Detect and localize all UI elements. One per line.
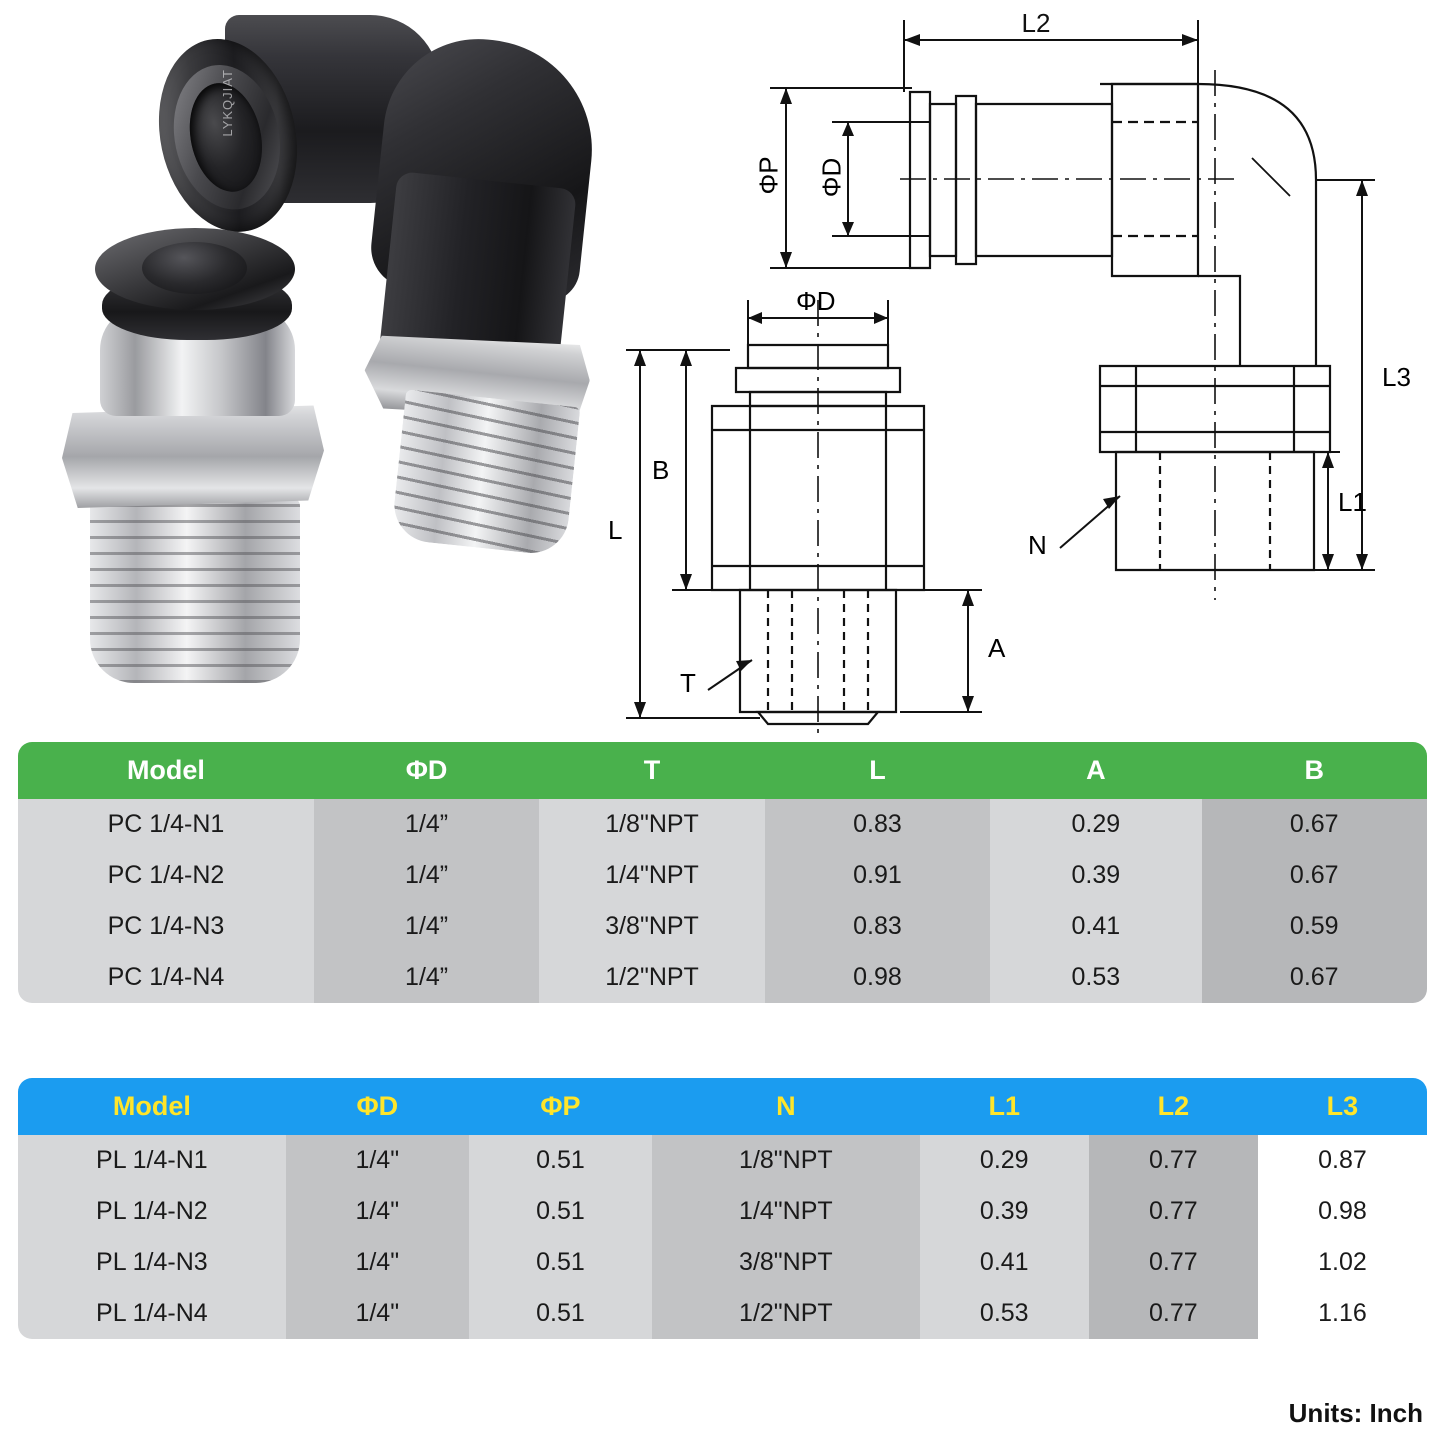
label-L1: L1 — [1338, 487, 1367, 517]
cell-l3: 0.98 — [1318, 1197, 1367, 1225]
straight-npt-thread — [90, 498, 300, 683]
cell-l2: 0.77 — [1089, 1186, 1258, 1237]
cell-n: 3/8"NPT — [652, 1237, 920, 1288]
pl-col-n: N — [776, 1091, 796, 1121]
technical-drawings — [600, 0, 1445, 735]
cell-l: 0.83 — [765, 901, 990, 952]
cell-model: PC 1/4-N4 — [18, 952, 314, 1003]
pc-col-l: L — [869, 755, 886, 785]
cell-l3: 1.16 — [1318, 1299, 1367, 1327]
pc-col-phid: ΦD — [405, 755, 448, 785]
table-row — [18, 799, 1427, 850]
pl-col-l3: L3 — [1326, 1091, 1359, 1121]
pc-col-b: B — [1304, 755, 1325, 785]
pc-col-a: A — [1086, 755, 1106, 785]
product-photo — [20, 0, 600, 730]
cell-phid: 1/4" — [286, 1186, 469, 1237]
cell-model: PC 1/4-N1 — [18, 799, 314, 850]
dim-L1 — [1314, 452, 1340, 570]
cell-a: 0.39 — [990, 850, 1201, 901]
label-N: N — [1028, 530, 1047, 560]
straight-fitting-photo — [40, 228, 340, 688]
dim-B — [672, 350, 730, 590]
cell-b: 0.59 — [1202, 901, 1427, 952]
cell-t: 1/4"NPT — [539, 850, 764, 901]
pl-series-table — [18, 1078, 1427, 1339]
leader-N — [1060, 496, 1120, 548]
pl-col-phip: ΦP — [540, 1091, 581, 1121]
cell-t: 3/8"NPT — [539, 901, 764, 952]
cell-n: 1/2"NPT — [652, 1288, 920, 1339]
leader-T — [708, 660, 752, 690]
cell-l1: 0.29 — [920, 1135, 1089, 1186]
cell-model: PC 1/4-N2 — [18, 850, 314, 901]
pc-table — [18, 742, 1427, 1003]
cell-model: PL 1/4-N3 — [18, 1237, 286, 1288]
cell-l: 0.98 — [765, 952, 990, 1003]
table-row — [18, 952, 1427, 1003]
label-PhiD-top: ΦD — [816, 157, 847, 198]
cell-b: 0.67 — [1202, 799, 1427, 850]
label-L2: L2 — [1021, 8, 1051, 38]
pl-table — [18, 1078, 1427, 1339]
cell-l1: 0.39 — [920, 1186, 1089, 1237]
pl-table-header-row — [18, 1078, 1427, 1135]
pc-col-t: T — [643, 755, 661, 785]
cell-phip: 0.51 — [469, 1237, 652, 1288]
label-B: B — [652, 455, 670, 485]
cell-model: PL 1/4-N2 — [18, 1186, 286, 1237]
label-L: L — [608, 515, 623, 545]
pl-col-phid: ΦD — [356, 1091, 399, 1121]
cell-a: 0.29 — [990, 799, 1201, 850]
table-row — [18, 1288, 1427, 1339]
cell-l3: 0.87 — [1318, 1146, 1367, 1174]
drawing-svg — [600, 0, 1445, 735]
table-row — [18, 1186, 1427, 1237]
table-row — [18, 901, 1427, 952]
dim-A — [900, 590, 982, 712]
cell-phid: 1/4” — [314, 901, 539, 952]
label-PhiP: ΦP — [753, 156, 784, 195]
label-L3: L3 — [1382, 362, 1411, 392]
pc-col-model: Model — [126, 755, 205, 785]
cell-n: 1/8"NPT — [652, 1135, 920, 1186]
label-PhiD-straight: ΦD — [796, 286, 836, 316]
cell-phip: 0.51 — [469, 1135, 652, 1186]
cell-l2: 0.77 — [1089, 1135, 1258, 1186]
cell-model: PC 1/4-N3 — [18, 901, 314, 952]
cell-l2: 0.77 — [1089, 1288, 1258, 1339]
brand-label: LYKQJIAT — [219, 69, 235, 137]
cell-l: 0.83 — [765, 799, 990, 850]
cell-t: 1/2"NPT — [539, 952, 764, 1003]
cell-t: 1/8"NPT — [539, 799, 764, 850]
cell-phid: 1/4” — [314, 952, 539, 1003]
cell-l: 0.91 — [765, 850, 990, 901]
cell-a: 0.53 — [990, 952, 1201, 1003]
cell-a: 0.41 — [990, 901, 1201, 952]
pl-col-l1: L1 — [988, 1091, 1021, 1121]
cell-b: 0.67 — [1202, 850, 1427, 901]
pl-col-model: Model — [112, 1091, 191, 1121]
label-A: A — [988, 633, 1006, 663]
table-row — [18, 1237, 1427, 1288]
straight-bore — [142, 242, 247, 294]
cell-l1: 0.53 — [920, 1288, 1089, 1339]
units-note: Units: Inch — [1288, 1398, 1423, 1428]
table-row — [18, 1135, 1427, 1186]
cell-l3: 1.02 — [1318, 1248, 1367, 1276]
cell-l2: 0.77 — [1089, 1237, 1258, 1288]
cell-phip: 0.51 — [469, 1288, 652, 1339]
pc-series-table — [18, 742, 1427, 1003]
cell-model: PL 1/4-N4 — [18, 1288, 286, 1339]
table-row — [18, 850, 1427, 901]
elbow-npt-thread — [391, 389, 581, 556]
cell-phid: 1/4” — [314, 850, 539, 901]
elbow-push-in-port — [142, 6, 409, 249]
cell-b: 0.67 — [1202, 952, 1427, 1003]
cell-n: 1/4"NPT — [652, 1186, 920, 1237]
cell-model: PL 1/4-N1 — [18, 1135, 286, 1186]
cell-phid: 1/4" — [286, 1135, 469, 1186]
pc-table-header-row — [18, 742, 1427, 799]
cell-l1: 0.41 — [920, 1237, 1089, 1288]
pl-col-l2: L2 — [1157, 1091, 1190, 1121]
label-T: T — [680, 668, 696, 698]
cell-phip: 0.51 — [469, 1186, 652, 1237]
cell-phid: 1/4” — [314, 799, 539, 850]
cell-phid: 1/4" — [286, 1237, 469, 1288]
cell-phid: 1/4" — [286, 1288, 469, 1339]
